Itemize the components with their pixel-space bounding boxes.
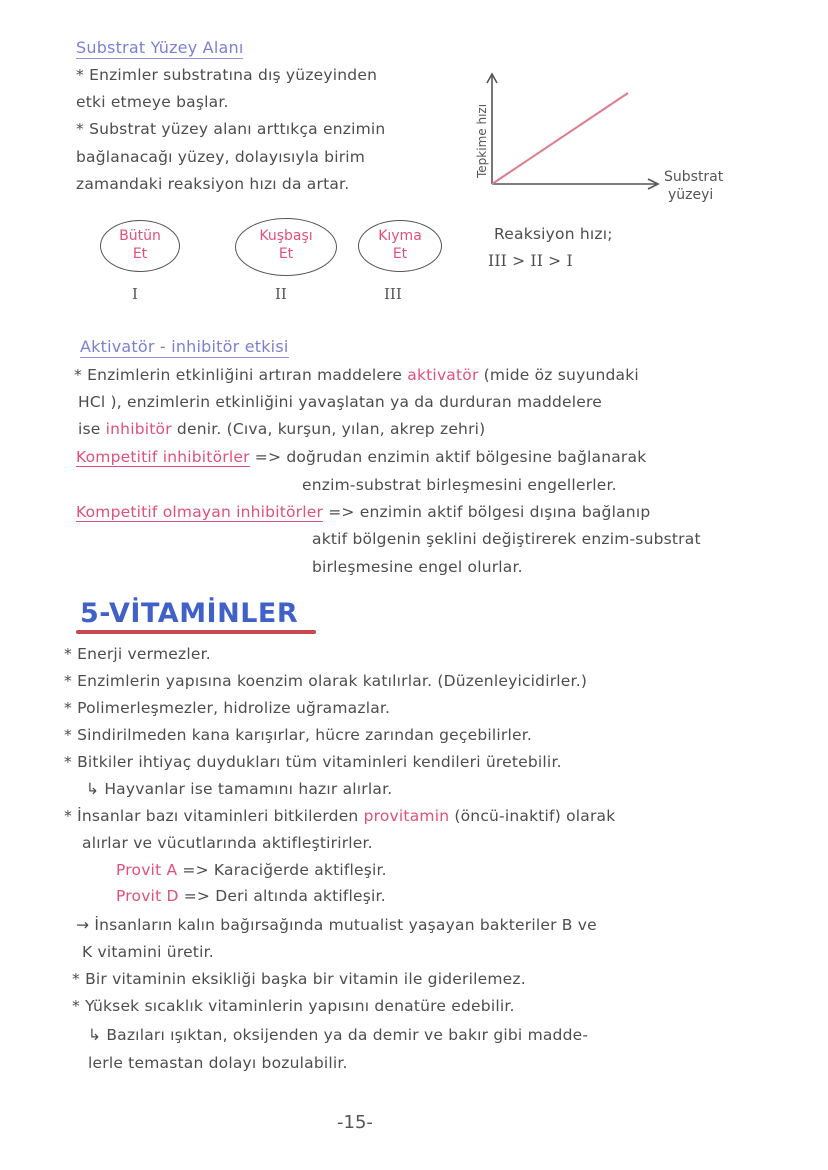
note-line: K vitamini üretir. bbox=[82, 943, 214, 961]
meat-label: Et bbox=[132, 246, 148, 262]
provitamin-term: provitamin bbox=[363, 807, 450, 825]
note-line: * Yüksek sıcaklık vitaminlerin yapısını denatüre edebilir. bbox=[72, 997, 515, 1015]
inhibitor-term: inhibitör bbox=[105, 420, 172, 438]
note-line: * Substrat yüzey alanı arttıkça enzimin bbox=[76, 120, 386, 138]
meat-label: Kıyma bbox=[378, 228, 422, 244]
note-line: birleşmesine engel olurlar. bbox=[312, 558, 523, 576]
meat-label: Et bbox=[278, 246, 294, 262]
provit-a-term: Provit A bbox=[116, 861, 178, 879]
note-line: HCl ), enzimlerin etkinliğini yavaşlatan ya da durduran maddelere bbox=[78, 393, 603, 411]
meat-label: Bütün bbox=[119, 228, 161, 244]
provit-d-term: Provit D bbox=[116, 887, 179, 905]
provit-d-line: Provit D => Deri altında aktifleşir. bbox=[116, 887, 386, 905]
whole-meat-ellipse bbox=[100, 220, 180, 272]
meat-label: Et bbox=[392, 246, 408, 262]
provit-a-line: Provit A => Karaciğerde aktifleşir. bbox=[116, 861, 387, 879]
note-line: enzim-substrat birleşmesini engellerler. bbox=[302, 476, 617, 494]
note-subline: ↳ Bazıları ışıktan, oksijenden ya da demir ve bakır gibi madde- bbox=[88, 1026, 589, 1044]
competitive-inhibitors-term: Kompetitif inhibitörler bbox=[76, 448, 250, 466]
note-line: * Enerji vermezler. bbox=[64, 645, 211, 663]
note-line: → İnsanların kalın bağırsağında mutualist yaşayan bakteriler B ve bbox=[76, 916, 597, 934]
note-line: zamandaki reaksiyon hızı da artar. bbox=[76, 175, 350, 193]
cubed-meat-ellipse bbox=[235, 218, 337, 276]
roman-numeral: I bbox=[132, 285, 138, 303]
note-line: * İnsanlar bazı vitaminleri bitkilerden provitamin (öncü-inaktif) olarak bbox=[64, 807, 616, 825]
noncompetitive-inhibitors-line: Kompetitif olmayan inhibitörler => enzimin aktif bölgesi dışına bağlanıp bbox=[76, 503, 651, 521]
note-subline: lerle temastan dolayı bozulabilir. bbox=[88, 1054, 348, 1072]
note-line: ise inhibitör denir. (Cıva, kurşun, yılan, akrep zehri) bbox=[78, 420, 486, 438]
rate-label: Reaksiyon hızı; bbox=[494, 225, 613, 243]
x-axis-label-line1: Substrat bbox=[664, 169, 724, 185]
section-title-vitamins: 5-VİTAMİNLER bbox=[80, 598, 299, 629]
note-line: * Bir vitaminin eksikliği başka bir vitamin ile giderilemez. bbox=[72, 970, 526, 988]
note-line: * Enzimler substratına dış yüzeyinden bbox=[76, 66, 378, 84]
noncompetitive-inhibitors-term: Kompetitif olmayan inhibitörler bbox=[76, 503, 324, 521]
minced-meat-ellipse bbox=[358, 220, 442, 272]
note-line: * Sindirilmeden kana karışırlar, hücre zarından geçebilirler. bbox=[64, 726, 533, 744]
note-line: * Polimerleşmezler, hidrolize uğramazlar. bbox=[64, 699, 391, 717]
section-title-substrate-surface: Substrat Yüzey Alanı bbox=[76, 38, 244, 57]
roman-numeral: III bbox=[384, 285, 402, 303]
note-line: * Bitkiler ihtiyaç duydukları tüm vitaminleri kendileri üretebilir. bbox=[64, 753, 562, 771]
title-underline bbox=[76, 630, 316, 634]
y-axis-label: Tepkime hızı bbox=[475, 103, 489, 178]
note-line: * Enzimlerin etkinliğini artıran maddelere aktivatör (mide öz suyundaki bbox=[74, 366, 639, 384]
note-line: bağlanacağı yüzey, dolayısıyla birim bbox=[76, 148, 366, 166]
reaction-rate-graph bbox=[468, 68, 768, 218]
note-line: aktif bölgenin şeklini değiştirerek enzim-substrat bbox=[312, 530, 701, 548]
roman-numeral: II bbox=[275, 285, 287, 303]
section-title-activator-inhibitor: Aktivatör - inhibitör etkisi bbox=[80, 337, 289, 356]
x-axis-label-line2: yüzeyi bbox=[668, 187, 714, 203]
activator-term: aktivatör bbox=[407, 366, 479, 384]
note-line: * Enzimlerin yapısına koenzim olarak katılırlar. (Düzenleyicidirler.) bbox=[64, 672, 588, 690]
competitive-inhibitors-line: Kompetitif inhibitörler => doğrudan enzimin aktif bölgesine bağlanarak bbox=[76, 448, 647, 466]
rate-line bbox=[492, 93, 628, 184]
note-line: alırlar ve vücutlarında aktifleştirirler. bbox=[82, 834, 373, 852]
meat-label: Kuşbaşı bbox=[259, 228, 313, 244]
rate-order: III > II > I bbox=[488, 252, 573, 270]
page-number: -15- bbox=[337, 1112, 373, 1133]
note-line: etki etmeye başlar. bbox=[76, 93, 229, 111]
note-subline: ↳ Hayvanlar ise tamamını hazır alırlar. bbox=[86, 780, 393, 798]
